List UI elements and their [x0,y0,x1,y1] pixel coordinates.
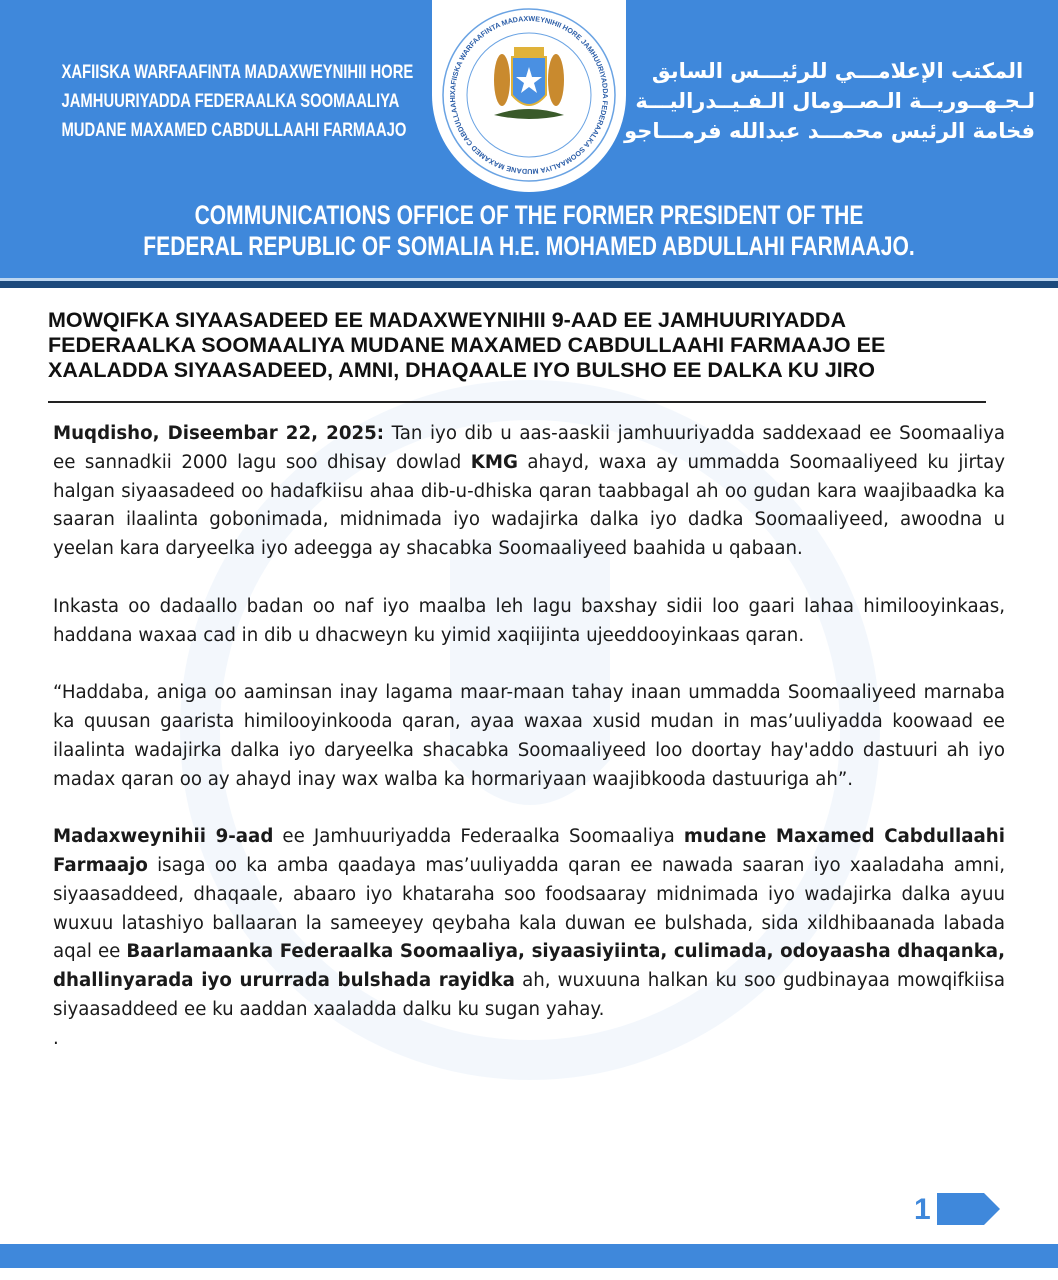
text: ah, wuxuuna halkan ku soo gudbinayaa mowqifkiisa siyaasaddeed ee ku aaddan xaaladda dalku ku sugan yahay. [53,970,1005,1020]
footer-bar [0,1244,1058,1268]
bold-text: Madaxweynihii 9-aad [53,826,274,848]
letterhead-arabic [624,56,1035,146]
letterhead-somali-line: MUDANE MAXAMED CABDULLAAHI FARMAAJO [61,120,407,141]
text: isaga oo ka amba qaadaya mas’uuliyadda qaran ee nawada saaran iyo xaaladaha amni, siyaasaddeed, dhaqaale, abaaro iyo khataraha soo foodsaaray midnimada iyo wadajirka dalka ayuu wuxuu latashiyo ballaaran la sameeyey qeybaha kala duwan ee bulshada, sida xildhibaanada labada aqal ee [53,854,1005,963]
title-line: XAALADDA SIYAASADEED, AMNI, DHAQAALE IYO BULSHO EE DALKA KU JIRO [48,358,876,382]
paragraph: Inkasta oo dadaallo badan oo naf iyo maalba leh lagu baxshay sidii loo gaari lahaa himilooyinkaas, haddana waxaa cad in dib u dhacweyn ku yimid xaqiijinta ujeeddooyinkaas qaran. [53,595,1005,646]
dateline: Muqdisho, Diseembar 22, 2025: [53,423,385,444]
arrow-tag-icon [937,1193,1001,1227]
letterhead-arabic-line: لـجـهــوريــة الـصــومال الـفـيــدراليـــة [635,89,1035,113]
paragraph-quote: “Haddaba, aniga oo aaminsan inay lagama maar-maan tahay inaan ummadda Soomaaliyeed marnaba ka quusan gaarista himilooyinkooda qaran, ayaa waxaa xusid mudan in mas’uuliyadda koowaad ee ilaalinta wadajirka dalka iyo daryeelka shacabka Soomaaliyeed loo doortay hay'addo dastuuri ah iyo madax qaran oo ay ahayd inay wax walba ka hormariyaan waajibkooda dastuuriga ah”. [53,682,1005,790]
paragraph [53,420,1005,564]
letterhead-english-line: COMMUNICATIONS OFFICE OF THE FORMER PRESIDENT OF THE [194,200,864,230]
letterhead [0,0,1058,278]
office-seal-logo [432,0,626,193]
title-line: FEDERAALKA SOOMAALIYA MUDANE MAXAMED CABDULLAAHI FARMAAJO EE [48,333,886,357]
letterhead-arabic-line: المكتب الإعلامـــي للرئيـــس السابق [651,59,1024,83]
document-body [53,420,1005,1082]
text: ee Jamhuuriyadda Federaalka Soomaaliya [273,826,684,848]
bold-text: Baarlamaanka Federaalka Soomaaliya, siyaasiyiinta, culimada, odoyaasha dhaqanka, dhallinyarada iyo ururrada bulshada rayidka [53,941,1005,992]
seal-ring-text: XAFIISKA WARFAAFINTA MADAXWEYNIHII HORE JAMHUURIYADDA FEDERAALKA SOOMAALIYA MUDANE MAXAMED CABDULLAAHI [447,13,611,177]
text: ahayd, waxa ay ummadda Soomaaliyeed ku jirtay halgan siyaasadeed oo hadafkiisu ahaa dib-u-dhiska qaran taabbagal ah oo gudan kara waajibaadka ka saaran ilaalinta gobonimada, midnimada iyo wadajirka dalka iyo dadka Soomaaliyeed, awoodna u yeelan kara daryeelka iyo adeegga ay shacabka Soomaaliyeed baahida u qabaan. [53,451,1005,560]
letterhead-arabic-line: فخامة الرئيس محمـــد عبدالله فرمـــاجو [624,119,1035,143]
letterhead-somali [61,58,414,145]
letterhead-somali-line: JAMHUURIYADDA FEDERAALKA SOOMAALIYA [61,91,400,112]
page-number: 1 [914,1193,931,1226]
title-rule [48,401,986,403]
trailing-dot: . [53,1027,59,1049]
paragraph [53,823,1005,1025]
bold-text: KMG [470,451,518,473]
bold-text: mudane Maxamed Cabdullaahi Farmaajo [53,826,1005,876]
letterhead-english-line: FEDERAL REPUBLIC OF SOMALIA H.E. MOHAMED ABDULLAHI FARMAAJO. [143,231,915,261]
divider [0,281,1058,288]
title-line: MOWQIFKA SIYAASADEED EE MADAXWEYNIHII 9-AAD EE JAMHUURIYADDA [48,308,846,332]
text: Tan iyo dib u aas-aaskii jamhuuriyadda saddexaad ee Soomaaliya ee sannadkii 2000 lagu soo dhisay dowlad [53,423,1005,473]
document-title [48,308,1008,383]
letterhead-somali-line: XAFIISKA WARFAAFINTA MADAXWEYNIHII HORE [61,62,414,83]
letterhead-english [0,200,1058,262]
